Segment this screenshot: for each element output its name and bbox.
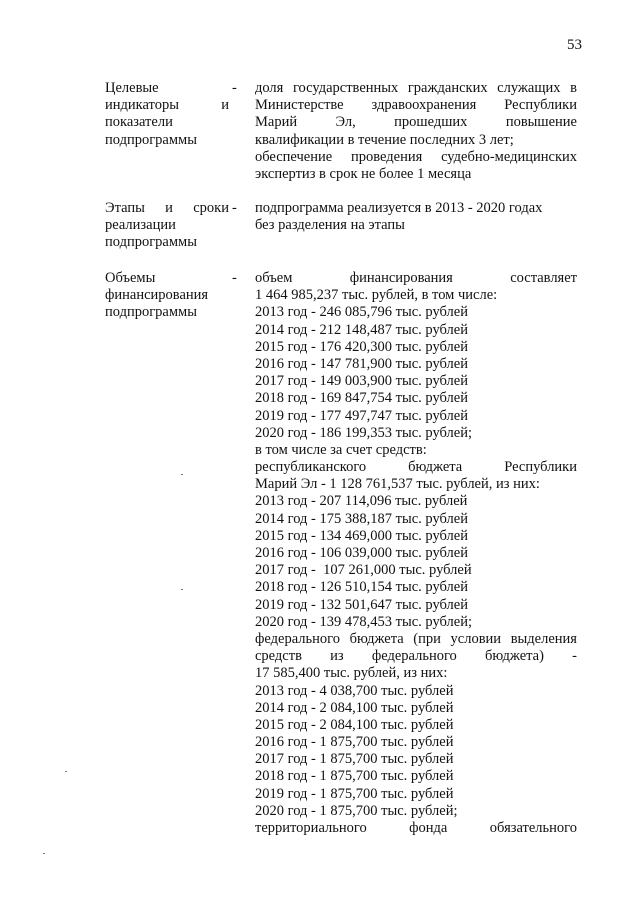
funding-line: 2020 год - 1 875,700 тыс. рублей; [255, 802, 458, 819]
word: (при [413, 630, 441, 647]
funding-line: 2020 год - 139 478,453 тыс. рублей; [255, 613, 472, 630]
funding-line: 2016 год - 1 875,700 тыс. рублей [255, 734, 454, 751]
funding-line: 2013 год - 246 085,796 тыс. рублей [255, 304, 468, 321]
funding-line: 2015 год - 176 420,300 тыс. рублей [255, 338, 468, 355]
funding-line [255, 648, 577, 665]
word: обязательного [489, 820, 577, 836]
word: - [572, 648, 577, 665]
funding-line: 2014 год - 212 148,487 тыс. рублей [255, 321, 468, 338]
funding-line: 2016 год - 147 781,900 тыс. рублей [255, 355, 468, 372]
word: территориального [255, 820, 367, 836]
text-line: подпрограмма реализуется в 2013 - 2020 годах [255, 200, 543, 216]
label-line: финансирования [105, 287, 209, 304]
funding-line: в том числе за счет средств: [255, 441, 427, 458]
scan-speck [181, 589, 183, 590]
word: обеспечение [255, 148, 333, 165]
word: из [330, 648, 344, 665]
funding-line: 2019 год - 1 875,700 тыс. рублей [255, 785, 454, 802]
text-line [255, 149, 577, 166]
funding-line: 2013 год - 207 114,096 тыс. рублей [255, 493, 468, 510]
word: составляет [510, 270, 577, 286]
word: Республики [504, 459, 577, 476]
text-line: квалификации в течение последних 3 лет; [255, 131, 514, 148]
label-line: индикаторы и [105, 97, 229, 114]
page-number: 53 [567, 37, 582, 53]
word: республиканского [255, 459, 367, 476]
word: служащих [497, 80, 561, 96]
word: доля [255, 80, 284, 96]
word: здравоохранения [371, 97, 477, 114]
funding-line: 2020 год - 186 199,353 тыс. рублей; [255, 424, 472, 441]
label-line: подпрограммы [105, 234, 197, 251]
funding-line: 2018 год - 1 875,700 тыс. рублей [255, 768, 454, 785]
separator-dash: - [232, 270, 237, 286]
word: бюджета [408, 459, 463, 476]
word: объем [255, 270, 293, 286]
scan-speck [65, 771, 67, 772]
funding-line [255, 820, 577, 837]
funding-line: 2014 год - 175 388,187 тыс. рублей [255, 510, 468, 527]
target-indicators-label [105, 80, 243, 149]
funding-line: 2017 год - 107 261,000 тыс. рублей [255, 562, 472, 579]
funding-line: 2014 год - 2 084,100 тыс. рублей [255, 699, 454, 716]
scan-speck [181, 474, 183, 475]
word: фонда [409, 820, 448, 836]
funding-text [255, 270, 577, 837]
word: выделения [510, 630, 577, 647]
funding-line [255, 459, 577, 476]
funding-line: 1 464 985,237 тыс. рублей, в том числе: [255, 287, 498, 304]
label-line: Целевые [105, 80, 159, 96]
stages-text [255, 200, 577, 234]
stages-label [105, 200, 243, 252]
funding-label [105, 270, 243, 322]
funding-line: 17 585,400 тыс. рублей, из них: [255, 665, 448, 682]
funding-line: 2016 год - 106 039,000 тыс. рублей [255, 545, 468, 561]
word: финансирования [349, 270, 453, 286]
scan-speck [43, 853, 45, 854]
text-line [255, 80, 577, 97]
word: в [570, 80, 577, 96]
word: условии [450, 630, 502, 647]
separator-dash: - [232, 200, 237, 216]
label-line: подпрограммы [105, 304, 197, 321]
label-line: Этапы и сроки [105, 200, 229, 216]
label-line: показатели [105, 114, 173, 131]
label-line: Объемы [105, 270, 156, 286]
funding-line: 2019 год - 132 501,647 тыс. рублей [255, 596, 468, 613]
word: Министерстве [255, 97, 344, 114]
word: федерального [371, 648, 457, 665]
word: проведения [350, 148, 423, 165]
funding-line: 2017 год - 1 875,700 тыс. рублей [255, 751, 454, 768]
funding-line: 2019 год - 177 497,747 тыс. рублей [255, 407, 468, 424]
funding-line: 2013 год - 4 038,700 тыс. рублей [255, 682, 454, 699]
word: федерального [255, 630, 340, 647]
word: прошедших [394, 114, 468, 131]
word: Марий [255, 114, 298, 131]
funding-line: 2015 год - 2 084,100 тыс. рублей [255, 716, 454, 733]
funding-line: 2017 год - 149 003,900 тыс. рублей [255, 373, 468, 390]
word: средств [255, 648, 302, 665]
text-line [255, 114, 577, 131]
word: судебно-медицинских [441, 148, 577, 165]
text-line: экспертиз в срок не более 1 месяца [255, 165, 472, 182]
label-line: реализации [105, 217, 176, 234]
word: повышение [505, 114, 577, 131]
text-line: без разделения на этапы [255, 217, 405, 234]
word: государственных [292, 80, 399, 96]
funding-line: 2018 год - 126 510,154 тыс. рублей [255, 579, 468, 596]
word: Эл, [335, 114, 356, 131]
funding-line: Марий Эл - 1 128 761,537 тыс. рублей, из них: [255, 476, 540, 493]
word: бюджета) [485, 648, 544, 665]
separator-dash: - [232, 80, 237, 96]
funding-line: 2015 год - 134 469,000 тыс. рублей [255, 527, 468, 544]
word: гражданских [407, 80, 488, 96]
funding-line: 2018 год - 169 847,754 тыс. рублей [255, 390, 468, 407]
word: бюджета [349, 630, 404, 647]
label-line: подпрограммы [105, 131, 197, 148]
text-line [255, 97, 577, 114]
funding-line [255, 631, 577, 648]
target-indicators-text [255, 80, 577, 183]
funding-line [255, 270, 577, 287]
word: Республики [504, 97, 577, 114]
